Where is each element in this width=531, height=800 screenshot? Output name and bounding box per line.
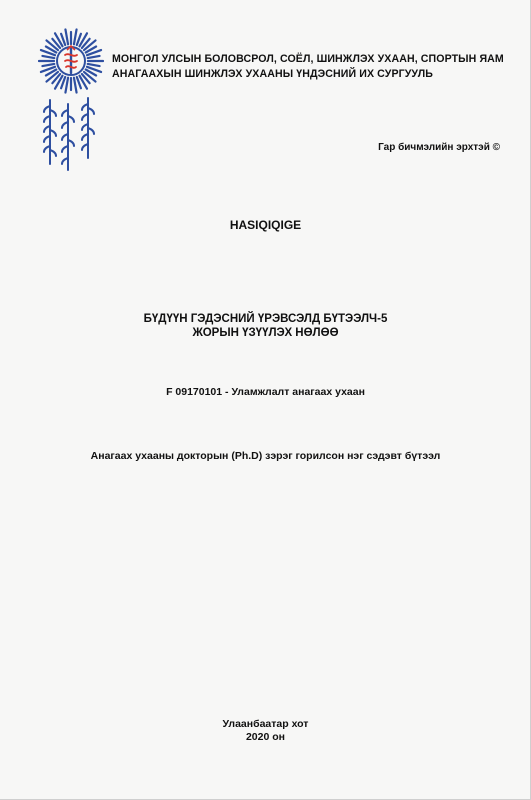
ministry-name: МОНГОЛ УЛСЫН БОЛОВСРОЛ, СОЁЛ, ШИНЖЛЭХ УХААН, СПОРТЫН ЯАМ <box>112 53 504 65</box>
degree-statement: Анагаах ухааны докторын (Ph.D) зэрэг горилсон нэг сэдэвт бүтээл <box>90 450 441 462</box>
year: 2020 он <box>245 731 286 743</box>
institution-header <box>112 52 522 82</box>
thesis-title <box>0 312 531 340</box>
thesis-title-line-1: БҮДҮҮН ГЭДЭСНИЙ ҮРЭВСЭЛД БҮТЭЭЛЧ-5 <box>143 313 388 325</box>
author-name: HASIQIQIGE <box>229 218 302 232</box>
city: Улаанбаатар хот <box>222 718 309 730</box>
copyright-notice: Гар бичмэлийн эрхтэй © <box>378 142 500 153</box>
university-emblem-icon <box>38 28 104 94</box>
mongolian-script-emblem <box>36 96 106 176</box>
thesis-title-line-2: ЖОРЫН ҮЗҮҮЛЭХ НӨЛӨӨ <box>192 327 339 339</box>
specialty-code: F 09170101 - Уламжлалт анагаах ухаан <box>166 386 365 398</box>
place-and-year <box>0 718 531 744</box>
university-name: АНАГААХЫН ШИНЖЛЭХ УХААНЫ ҮНДЭСНИЙ ИХ СУРГУУЛЬ <box>112 68 433 80</box>
